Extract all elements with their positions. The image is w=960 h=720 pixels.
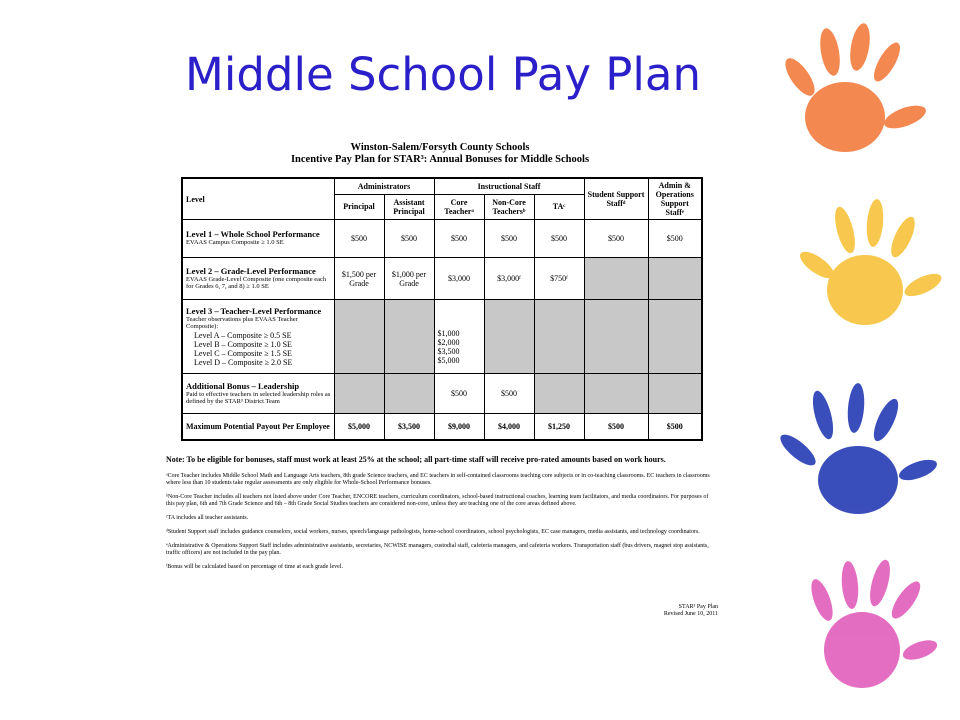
footnote-e: ᵉAdministrative & Operations Support Staff includes administrative assistants, secretaries, NCWISE managers, custodial staff, cafeteria managers, and cafeteria workers. Transportation staff (bus drivers, magnet stop assistants, traffic officers) are not included in the pay plan.: [166, 543, 709, 556]
table-cell-blank: [648, 258, 702, 300]
leadership-cell: [182, 374, 334, 414]
table-cell-blank: [648, 374, 702, 414]
footnote-b: ᵇNon-Core Teacher includes all teachers not listed above under Core Teacher, ENCORE teachers, curriculum coordinators, school-based instructional coaches, learning team facilitators, and media coordinators. For purposes of this pay plan, 6th and 7th Grade Science and 6th – 8th Grade Social Studies teachers are considered non-core, unless they are teaching one of the core areas defined above.: [166, 494, 709, 507]
level-1-sub: EVAAS Campus Composite ≥ 1.0 SE: [186, 239, 284, 247]
core-value-a: $1,000: [437, 329, 460, 338]
core-teacher-level-3-cell: [434, 300, 484, 374]
footnote-d: ᵈStudent Support staff includes guidance counselors, social workers, nurses, speech/language pathologists, home-school coordinators, school psychologists, EC case managers, media assistants, and technology coordinators.: [166, 529, 700, 535]
document-header-line2: Incentive Pay Plan for STAR³: Annual Bonuses for Middle Schools: [290, 154, 590, 165]
table-cell: $1,500 per Grade: [334, 258, 384, 300]
table-cell: $500: [484, 374, 534, 414]
table-cell: $500: [584, 414, 648, 440]
table-cell-blank: [648, 300, 702, 374]
table-cell: $750ᶠ: [534, 258, 584, 300]
table-cell: $500: [484, 220, 534, 258]
note-main: Note: To be eligible for bonuses, staff must work at least 25% at the school; all part-time staff will receive pro-rated amounts based on work hours.: [166, 455, 666, 464]
table-cell: $500: [334, 220, 384, 258]
table-cell: $1,250: [534, 414, 584, 440]
table-cell: $500: [384, 220, 434, 258]
revision-line1: STAR³ Pay Plan: [678, 604, 718, 610]
leadership-title: Additional Bonus – Leadership: [186, 380, 300, 391]
table-cell: $5,000: [334, 414, 384, 440]
table-cell-blank: [334, 300, 384, 374]
table-cell-blank: [484, 300, 534, 374]
header-student-support: Student Support Staffᵈ: [584, 178, 648, 220]
level-1-cell: [182, 220, 334, 258]
header-assistant-principal: Assistant Principal: [384, 194, 434, 219]
table-cell: $3,000: [434, 258, 484, 300]
core-value-b: $2,000: [437, 338, 460, 347]
table-cell: $500: [648, 220, 702, 258]
revision-line2: Revised June 10, 2011: [663, 611, 718, 617]
level-1-title: Level 1 – Whole School Performance: [186, 229, 320, 240]
table-cell: $3,000ᶠ: [484, 258, 534, 300]
slide-title: Middle School Pay Plan: [185, 48, 702, 101]
header-instructional-staff: Instructional Staff: [434, 178, 584, 194]
level-3-sublevel-a: Level A – Composite ≥ 0.5 SE: [194, 330, 292, 340]
level-3-sublevel-d: Level D – Composite ≥ 2.0 SE: [194, 357, 293, 367]
footnote-a: ᵃCore Teacher includes Middle School Math and Language Arts teachers, 8th grade Science teachers, and EC teachers in self-contained classrooms teaching core subjects or in co-teaching classrooms. EC teachers in classrooms where less than 10 students take regular assessments are only eligible for Whole-School Performance bonuses.: [166, 473, 710, 486]
orange-handprint-icon: [775, 22, 940, 172]
core-value-c: $3,500: [437, 347, 460, 356]
table-cell-blank: [534, 374, 584, 414]
header-ta: TAᶜ: [534, 194, 584, 219]
table-cell-blank: [384, 374, 434, 414]
table-cell: $500: [534, 220, 584, 258]
yellow-handprint-icon: [795, 195, 945, 345]
table-row-level-1: [182, 220, 702, 258]
table-cell: $4,000: [484, 414, 534, 440]
blue-handprint-icon: [778, 380, 940, 530]
leadership-sub: Paid to effective teachers in selected leadership roles as defined by the STAR³ District Team: [186, 390, 331, 405]
document-header-line1: Winston-Salem/Forsyth County Schools: [350, 142, 530, 153]
table-cell-blank: [334, 374, 384, 414]
table-row-level-2: [182, 258, 702, 300]
level-3-title: Level 3 – Teacher-Level Performance: [186, 305, 322, 316]
notes-section: [166, 455, 718, 578]
level-3-cell: [182, 300, 334, 374]
level-2-sub: EVAAS Grade-Level Composite (one composite each for Grades 6, 7, and 8) ≥ 1.0 SE: [186, 275, 327, 290]
table-cell: $500: [648, 414, 702, 440]
table-cell: $3,500: [384, 414, 434, 440]
header-administrators: Administrators: [334, 178, 434, 194]
table-cell: $9,000: [434, 414, 484, 440]
level-2-cell: [182, 258, 334, 300]
table-row-leadership: [182, 374, 702, 414]
table-cell-blank: [584, 258, 648, 300]
level-3-sublevel-b: Level B – Composite ≥ 1.0 SE: [194, 339, 292, 349]
footnote-c: ᶜTA includes all teacher assistants.: [166, 515, 249, 521]
table-row-max-payout: [182, 414, 702, 440]
core-value-d: $5,000: [437, 356, 460, 365]
table-cell-blank: [584, 300, 648, 374]
header-admin-ops: Admin & Operations Support Staffᵉ: [648, 178, 702, 220]
table-cell-blank: [584, 374, 648, 414]
pay-plan-table: [181, 177, 703, 441]
table-cell: $500: [584, 220, 648, 258]
header-core-teacher: Core Teacherᵃ: [434, 194, 484, 219]
table-cell: $500: [434, 220, 484, 258]
header-non-core-teacher: Non-Core Teachersᵇ: [484, 194, 534, 219]
pink-handprint-icon: [800, 555, 940, 705]
table-cell-blank: [384, 300, 434, 374]
level-3-sub: Teacher observations plus EVAAS Teacher Composite):: [186, 315, 298, 330]
max-payout-title: Maximum Potential Payout Per Employee: [182, 414, 334, 440]
level-2-title: Level 2 – Grade-Level Performance: [186, 265, 316, 276]
table-cell: $1,000 per Grade: [384, 258, 434, 300]
document-header: [180, 142, 700, 166]
footnote-f: ᶠBonus will be calculated based on percentage of time at each grade level.: [166, 564, 344, 570]
table-row-level-3: [182, 300, 702, 374]
revision-note: [640, 604, 718, 618]
table-cell: $500: [434, 374, 484, 414]
header-level: Level: [182, 178, 334, 220]
header-principal: Principal: [334, 194, 384, 219]
level-3-sublevel-c: Level C – Composite ≥ 1.5 SE: [194, 348, 292, 358]
table-cell-blank: [534, 300, 584, 374]
table-header-row-1: [182, 178, 702, 194]
